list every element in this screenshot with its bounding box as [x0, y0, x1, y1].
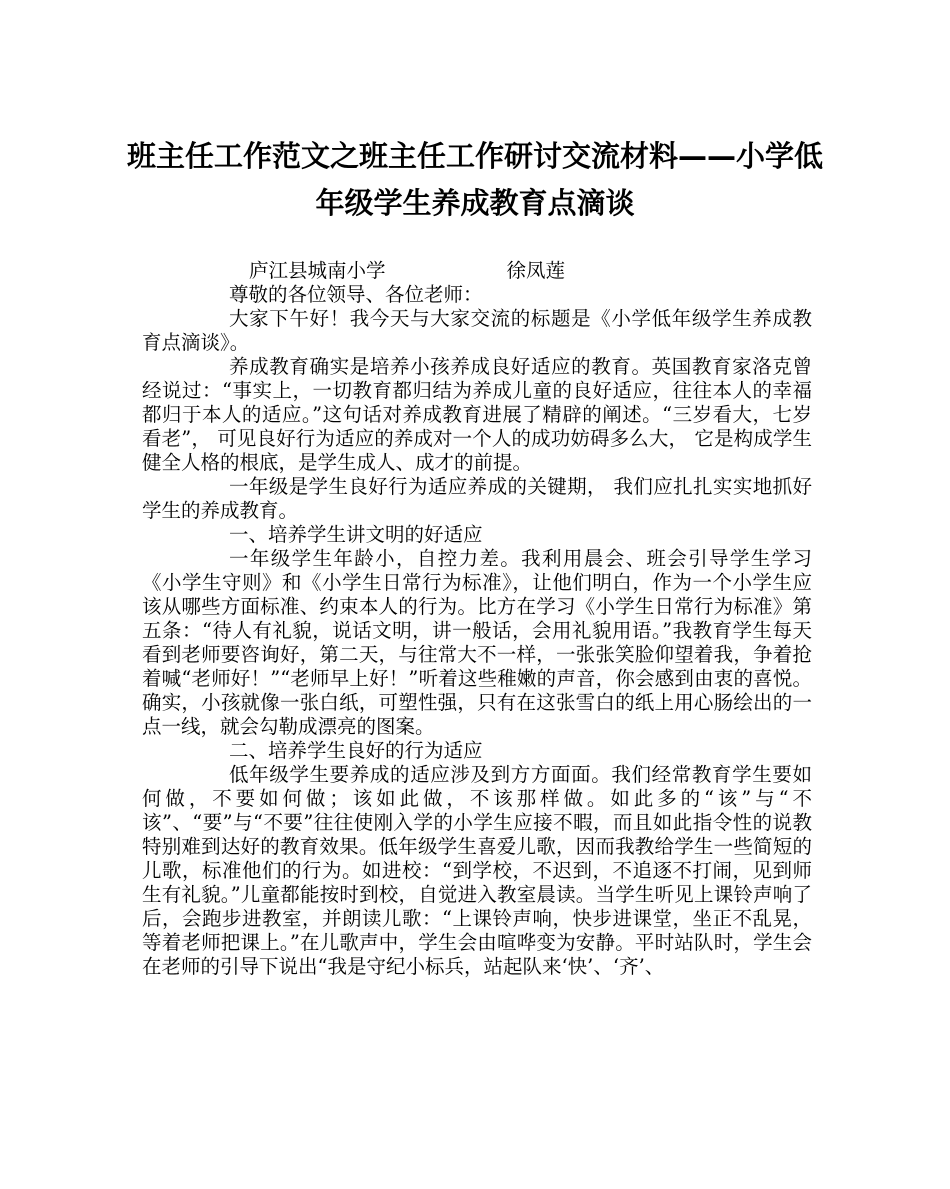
document-title: 班主任工作范文之班主任工作研讨交流材料——小学低年级学生养成教育点滴谈	[126, 139, 823, 220]
paragraph-intro: 大家下午好！我今天与大家交流的标题是《小学低年级学生养成教育点滴谈》。	[142, 307, 812, 354]
paragraph-key-period: 一年级是学生良好行为适应养成的关键期， 我们应扎扎实实地抓好学生的养成教育。	[142, 475, 812, 522]
paragraph-section-2: 低年级学生要养成的适应涉及到方方面面。我们经常教育学生要如何做，不要如何做；该如此做，不该那样做。如此多的“该”与“不该”、“要”与“不要”往往使刚入学的小学生应接不暇，而且如此指令性的说教特别难到达好的教育效果。低年级学生喜爱儿歌，因而我教给学生一些简短的儿歌，标准他们的行为。如进校：“到学校，不迟到，不追逐不打闹，见到师生有礼貌。”儿童都能按时到校，自觉进入教室晨读。当学生听见上课铃声响了后，会跑步进教室，并朗读儿歌：“上课铃声响，快步进课堂，坐正不乱晃，等着老师把课上。”在儿歌声中，学生会由喧哗变为安静。平时站队时，学生会在老师的引导下说出“我是守纪小标兵，站起队来‘快’、‘齐’、	[142, 763, 812, 978]
paragraph-definition: 养成教育确实是培养小孩养成良好适应的教育。英国教育家洛克曾经说过：“事实上，一切教育都归结为养成儿童的良好适应，往往本人的幸福都归于本人的适应。”这句话对养成教育进展了精辟的阐述。“三岁看大，七岁看老”， 可见良好行为适应的养成对一个人的成功妨碍多么大， 它是构成学生健全人格的根底，是学生成人、成才的前提。	[142, 355, 812, 474]
paragraph-section-1: 一年级学生年龄小，自控力差。我利用晨会、班会引导学生学习《小学生守则》和《小学生日常行为标准》，让他们明白，作为一个小学生应该从哪些方面标准、约束本人的行为。比方在学习《小学生日常行为标准》第五条：“待人有礼貌，说话文明，讲一般话，会用礼貌用语。”我教育学生每天看到老师要咨询好，第二天，与往常大不一样，一张张笑脸仰望着我，争着抢着喊“老师好！”“老师早上好！”听着这些稚嫩的声音，你会感到由衷的喜悦。确实，小孩就像一张白纸，可塑性强，只有在这张雪白的纸上用心肠绘出的一点一线，就会勾勒成漂亮的图案。	[142, 547, 812, 738]
school-name: 庐江县城南小学	[249, 259, 386, 282]
paragraph-greeting: 尊敬的各位领导、各位老师：	[229, 283, 483, 306]
section-heading-2: 二、培养学生良好的行为适应	[229, 739, 483, 762]
author-name: 徐凤莲	[506, 259, 566, 282]
section-heading-1: 一、培养学生讲文明的好适应	[229, 523, 483, 546]
document-body	[142, 259, 812, 979]
author-line	[142, 259, 812, 283]
